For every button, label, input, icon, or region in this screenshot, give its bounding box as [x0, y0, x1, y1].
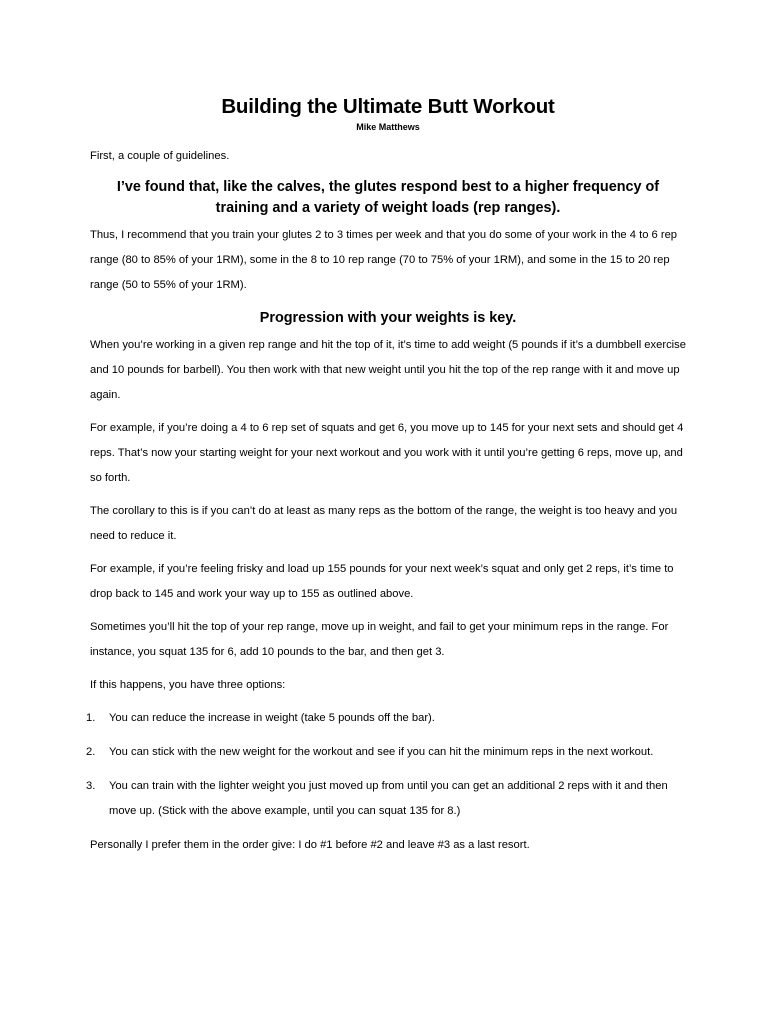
- list-item: [86, 774, 686, 824]
- intro-paragraph: First, a couple of guidelines.: [90, 150, 230, 162]
- subheading-progression: Progression with your weights is key.: [259, 310, 517, 326]
- paragraph-squat-example: For example, if you’re doing a 4 to 6 rep set of squats and get 6, you move up to 145 for your next sets and should get 4 reps. That’s now your starting weight for your next workout and you work with it until you’re getting 6 reps, move up, and so forth.: [90, 422, 684, 484]
- paragraph-add-weight: When you’re working in a given rep range and hit the top of it, it’s time to add weight (5 pounds if it’s a dumbbell exercise and 10 pounds for barbell). You then work with that new weight until you hit the top of the rep range with it and move up again.: [90, 339, 686, 401]
- closing-paragraph: Personally I prefer them in the order give: I do #1 before #2 and leave #3 as a last resort.: [90, 839, 530, 851]
- document-body: [86, 94, 686, 866]
- author-name: Mike Matthews: [356, 122, 420, 132]
- document-title: Building the Ultimate Butt Workout: [221, 95, 555, 118]
- options-list: [86, 706, 686, 824]
- subheading-frequency: I’ve found that, like the calves, the glutes respond best to a higher frequency of training and a variety of weight loads (rep ranges).: [116, 179, 660, 216]
- paragraph-corollary: The corollary to this is if you can’t do at least as many reps as the bottom of the range, the weight is too heavy and you need to reduce it.: [90, 505, 678, 542]
- paragraph-three-options: If this happens, you have three options:: [90, 679, 286, 691]
- paragraph-fail-minimum: Sometimes you’ll hit the top of your rep range, move up in weight, and fail to get your minimum reps in the range. For instance, you squat 135 for 6, add 10 pounds to the bar, and then get 3.: [90, 621, 669, 658]
- list-text: You can train with the lighter weight you just moved up from until you can get an additional 2 reps with it and then move up. (Stick with the above example, until you can squat 135 for 8.): [109, 780, 668, 817]
- list-number: 1.: [86, 712, 96, 724]
- list-number: 3.: [86, 780, 96, 792]
- list-number: 2.: [86, 746, 96, 758]
- paragraph-frisky-example: For example, if you’re feeling frisky and load up 155 pounds for your next week’s squat and only get 2 reps, it’s time to drop back to 145 and work your way up to 155 as outlined above.: [90, 563, 674, 600]
- list-item: [86, 740, 686, 765]
- list-text: You can reduce the increase in weight (take 5 pounds off the bar).: [109, 712, 435, 724]
- list-text: You can stick with the new weight for the workout and see if you can hit the minimum reps in the next workout.: [109, 746, 654, 758]
- paragraph-rep-ranges: Thus, I recommend that you train your glutes 2 to 3 times per week and that you do some of your work in the 4 to 6 rep range (80 to 85% of your 1RM), some in the 8 to 10 rep range (70 to 75% of your 1RM), and some in the 15 to 20 rep range (50 to 55% of your 1RM).: [90, 229, 678, 291]
- list-item: [86, 706, 686, 731]
